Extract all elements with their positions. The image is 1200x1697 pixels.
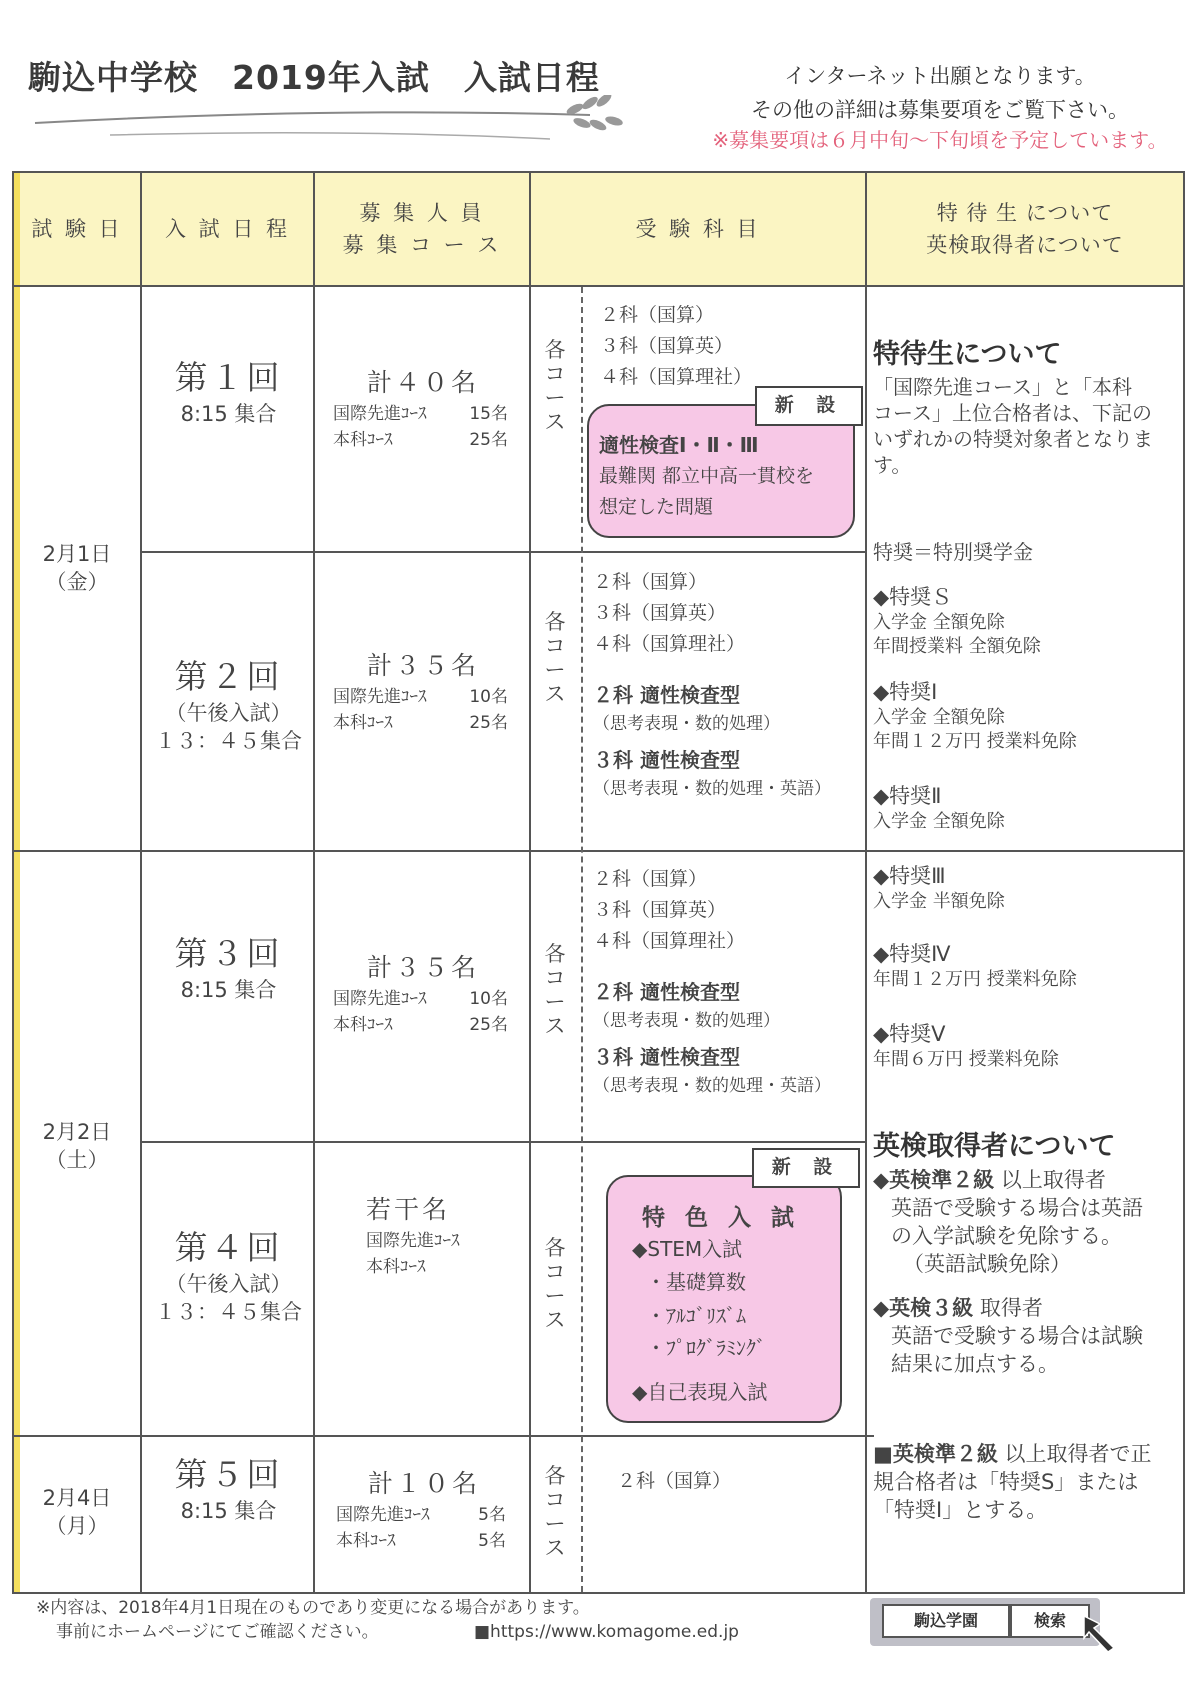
header-course-label: 募 集 コ ー ス [342,233,502,257]
quota-total: 計３５名 [367,651,480,680]
divider [12,850,1185,852]
round-name: 第５回 [174,1455,283,1494]
tokusho-1 [873,678,1185,754]
tekisei3-title: ３科 適性検査型 [593,748,740,772]
course-count: 5名 [478,1505,506,1525]
special-desc: コース」上位合格者は、下記の [873,401,1152,425]
quota-total: 若干名 [366,1195,451,1224]
tokusho-detail: 年間授業料 全額免除 [873,636,1041,657]
course-label-vertical: 各 コ ー ス [544,1236,566,1332]
page-title: 駒込中学校 2019年入試 入試日程 [28,58,600,97]
tokusho-name: ◆特奨Ⅱ [873,784,942,808]
header-schedule [142,173,313,285]
round-note: （午後入試） [165,701,292,725]
course-count: 10名 [469,989,508,1009]
info-details: その他の詳細は募集要項をご覧下さい。 [751,98,1129,122]
subject-2: ２科（国算） [600,304,715,326]
course-name: 国際先進ｺｰｽ [336,1505,430,1525]
eiken-3-desc: 英語で受験する場合は試験 [891,1324,1143,1348]
tokusho-name: ◆特奨Ⅴ [873,1022,946,1046]
header-exam-date-label: 試 験 日 [31,217,123,241]
info-guide-schedule: ※募集要項は６月中旬～下旬頃を予定しています。 [712,128,1168,152]
course-name: 本科ｺｰｽ [366,1257,426,1277]
new-badge: 新 設 [755,386,863,426]
tokusho-detail: 入学金 全額免除 [873,612,1005,633]
tokusho-name: ◆特奨Ⅰ [873,680,938,704]
header-schedule-label: 入 試 日 程 [164,217,291,241]
header-special [867,173,1183,285]
divider [12,285,1185,287]
special-section [873,336,1185,478]
eiken-heading: 英検取得者について [873,1131,1116,1162]
subjects-round-3 [593,864,831,1099]
course-name: 国際先進ｺｰｽ [333,404,427,424]
subject-3: ３科（国算英） [600,335,734,357]
tokusho-5 [873,1020,1185,1072]
tokushoku-box [606,1175,842,1423]
course-name: 本科ｺｰｽ [333,430,393,450]
stem-item: ・ｱﾙｺﾞﾘｽﾞﾑ [646,1304,746,1328]
date-text: 2月4日 [42,1486,112,1510]
tekisei3-desc: （思考表現・数的処理・英語） [593,779,831,799]
tokusho-2 [873,782,1185,834]
footer-note: 事前にホームページにてご確認ください。 [56,1622,379,1642]
course-name: 本科ｺｰｽ [336,1531,396,1551]
search-button[interactable]: 検索 [1010,1604,1090,1638]
tekisei2-title: ２科 適性検査型 [593,683,740,707]
divider [140,1141,865,1143]
divider [529,171,531,1594]
subject-2: ２科（国算） [617,1470,732,1492]
eiken-pre2-desc: （英語試験免除） [903,1252,1071,1276]
special-heading: 特待生について [873,339,1062,370]
special-desc: いずれかの特奨対象者となりま [873,427,1153,451]
course-name: 本科ｺｰｽ [333,1015,393,1035]
tekisei-desc: 想定した問題 [599,496,714,518]
tokusho-name: ◆特奨Ⅲ [873,864,946,888]
date-text: 2月2日 [42,1120,112,1144]
round-name: 第３回 [174,934,283,973]
tokusho-detail: 年間１２万円 授業料免除 [873,969,1077,990]
subject-3: ３科（国算英） [593,899,727,921]
tokushoku-title: 特 色 入 試 [642,1205,801,1231]
round-name: 第４回 [174,1228,283,1267]
tokusho-name: ◆特奨Ⅳ [873,942,951,966]
course-count: 25名 [469,1015,508,1035]
course-label-vertical: 各 コ ー ス [544,610,566,706]
tokusho-detail: 入学金 半額免除 [873,891,1005,912]
tekisei2-title: ２科 適性検査型 [593,980,740,1004]
course-label-vertical: 各 コ ー ス [544,1464,566,1560]
tekisei2-desc: （思考表現・数的処理） [593,1011,780,1031]
quota-round-3 [333,950,508,1038]
course-name: 国際先進ｺｰｽ [333,989,427,1009]
round-3 [142,932,315,1004]
header-special-label: 特 待 生 について [936,201,1114,225]
stem-item: ・基礎算数 [646,1270,746,1294]
stem-item: ・ﾌﾟﾛｸﾞﾗﾐﾝｸﾞ [646,1336,766,1360]
subject-3: ３科（国算英） [593,602,727,624]
quota-round-5 [336,1466,506,1554]
eiken-pre2-desc: 英語で受験する場合は英語 [891,1196,1143,1220]
eiken-pre2-desc: の入学試験を免除する。 [891,1224,1122,1248]
course-count: 25名 [469,430,508,450]
header-eiken-label: 英検取得者について [926,233,1124,257]
quota-round-1 [333,365,508,453]
header-quota-label: 募 集 人 員 [359,201,485,225]
subjects-round-2 [593,567,831,802]
eiken-note-label: ■英検準２級 [873,1442,998,1466]
eiken-note-text: 規合格者は「特奨S」または [873,1470,1139,1494]
divider [865,171,867,1594]
quota-round-4 [366,1192,460,1280]
exam-date-feb2 [14,1118,140,1174]
jiko-label: ◆自己表現入試 [632,1380,768,1404]
footer-note: ※内容は、2018年4月1日現在のものであり変更になる場合があります。 [36,1598,590,1618]
tokusho-3 [873,862,1185,914]
course-name: 国際先進ｺｰｽ [333,687,427,707]
round-name: 第２回 [174,657,283,696]
round-5 [142,1453,315,1525]
header-subjects [531,173,865,285]
footer-url[interactable]: ■https://www.komagome.ed.jp [474,1622,739,1642]
tekisei-desc: 最難関 都立中高一貫校を [599,465,815,487]
quota-round-2 [333,648,508,736]
special-definition: 特奨＝特別奨学金 [873,540,1033,564]
round-2 [142,655,315,755]
header-subjects-label: 受 験 科 目 [635,217,761,241]
round-time: １３：４５集合 [155,1300,302,1324]
course-count: 5名 [478,1531,506,1551]
day-text: （金） [45,570,109,594]
special-desc: 「国際先進コース」と「本科 [873,375,1132,399]
round-time: １３：４５集合 [155,729,302,753]
tekisei2-desc: （思考表現・数的処理） [593,714,780,734]
course-label-vertical: 各 コ ー ス [544,942,566,1038]
header-quota [315,173,529,285]
round-time: 8:15 集合 [180,978,277,1002]
stem-label: ◆STEM入試 [632,1237,743,1261]
quota-total: 計１０名 [368,1469,481,1498]
day-text: （月） [45,1514,109,1538]
tokusho-detail: 年間１２万円 授業料免除 [873,731,1077,752]
tokusho-s [873,583,1185,659]
exam-date-feb1 [14,540,140,596]
course-count: 25名 [469,713,508,733]
special-desc: す。 [873,453,912,477]
search-term-box[interactable]: 駒込学園 [882,1604,1010,1638]
round-name: 第１回 [174,358,283,397]
tokusho-4 [873,940,1185,992]
header-exam-date [14,173,140,285]
round-time: 8:15 集合 [180,402,277,426]
tokusho-detail: 入学金 全額免除 [873,707,1005,728]
course-name: 国際先進ｺｰｽ [366,1231,460,1251]
tekisei3-title: ３科 適性検査型 [593,1045,740,1069]
new-badge: 新 設 [752,1148,860,1188]
subject-4: ４科（国算理社） [600,366,753,388]
divider [140,551,865,553]
subject-2: ２科（国算） [593,571,708,593]
quota-total: 計３５名 [367,953,480,982]
course-count: 15名 [469,404,508,424]
tekisei-title: 適性検査Ⅰ・Ⅱ・Ⅲ [599,433,759,457]
course-count: 10名 [469,687,508,707]
course-name: 本科ｺｰｽ [333,713,393,733]
quota-total: 計４０名 [367,368,480,397]
info-internet-application: インターネット出願となります。 [784,64,1096,88]
round-4 [142,1226,315,1326]
eiken-section [873,1128,1185,1378]
eiken-pre2-label: ◆英検準２級 [873,1168,995,1192]
subject-4: ４科（国算理社） [593,930,746,952]
exam-date-feb4 [14,1484,140,1540]
eiken-3-desc: 結果に加点する。 [891,1352,1059,1376]
round-1 [142,356,315,428]
tokusho-detail: 入学金 全額免除 [873,811,1005,832]
eiken-note [873,1440,1185,1524]
day-text: （土） [45,1148,109,1172]
tekisei3-desc: （思考表現・数的処理・英語） [593,1076,831,1096]
date-text: 2月1日 [42,542,112,566]
divider [581,287,583,1592]
wheat-decoration-icon [30,95,640,155]
eiken-pre2-title: 以上取得者 [994,1168,1106,1192]
subject-2: ２科（国算） [593,868,708,890]
round-note: （午後入試） [165,1272,292,1296]
eiken-3-title: 取得者 [973,1296,1043,1320]
course-label-vertical: 各 コ ー ス [544,338,566,434]
subjects-round-1 [600,300,752,393]
round-time: 8:15 集合 [180,1499,277,1523]
eiken-note-text: 「特奨Ⅰ」とする。 [873,1498,1048,1522]
tokusho-detail: 年間６万円 授業料免除 [873,1049,1059,1070]
eiken-3-label: ◆英検３級 [873,1296,974,1320]
subject-4: ４科（国算理社） [593,633,746,655]
cursor-arrow-icon [1080,1612,1124,1654]
tokusho-name: ◆特奨Ｓ [873,585,953,609]
eiken-note-text: 以上取得者で正 [997,1442,1152,1466]
subjects-round-5 [617,1466,731,1497]
